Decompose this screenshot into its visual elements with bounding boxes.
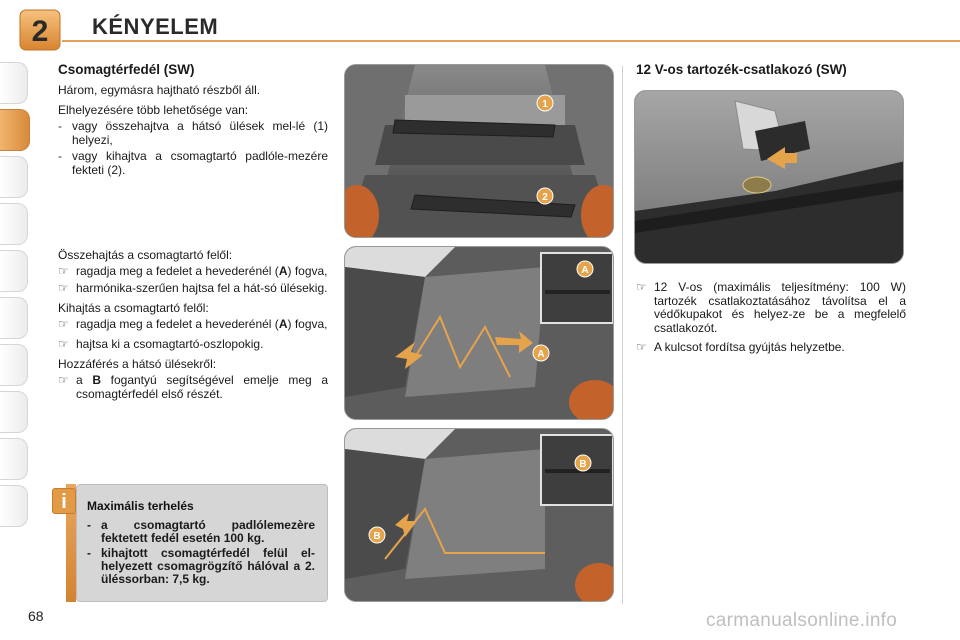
column-divider [622, 66, 623, 604]
hand-pointer-icon: ☞ [58, 373, 69, 387]
list-item: - vagy kihajtva a csomagtartó padlóle-mezére fekteti (2). [58, 149, 328, 177]
list-item: - vagy összehajtva a hátsó ülések mel-lé (1) helyezi, [58, 119, 328, 147]
hand-pointer-icon: ☞ [58, 264, 69, 278]
list-item: ☞ ragadja meg a fedelet a hevederénél (A) fogva, [58, 264, 328, 278]
info-item: - a csomagtartó padlólemezère fektetett fedél esetén 100 kg. [87, 518, 315, 545]
paragraph: Hozzáférés a hátsó ülésekről: [58, 357, 217, 371]
watermark: carmanualsonline.info [706, 610, 898, 631]
list-item: ☞ 12 V-os (maximális teljesítmény: 100 W) tartozék csatlakoztatásához távolítsa el a védőkupakot és helyez-ze be a megfelelő csatlakozót. [636, 280, 906, 335]
chapter-tab[interactable] [0, 438, 28, 480]
chapter-number: 2 [31, 15, 49, 48]
paragraph: Elhelyezésére több lehetősége van: [58, 103, 249, 117]
callout-label: A [581, 265, 589, 276]
info-icon: i [52, 488, 76, 514]
chapter-tabs [0, 62, 32, 532]
list-item: ☞ ragadja meg a fedelet a hevederénél (A) fogva, [58, 317, 328, 331]
info-item: - kihajtott csomagtérfedél felül el-helyezett csomagrögzítő hálóval a 2. üléssorban: 7,5 kg. [87, 546, 315, 586]
callout-label: B [579, 459, 587, 470]
list-item: ☞ harmónika-szerűen hajtsa fel a hát-só ülésekig. [58, 280, 328, 295]
chapter-tab-active[interactable] [0, 109, 30, 151]
hand-pointer-icon: ☞ [636, 280, 647, 294]
list-item: ☞ hajtsa ki a csomagtartó-oszlopokig. [58, 336, 264, 351]
socket-heading-block [636, 62, 906, 77]
page-number: 68 [28, 608, 44, 624]
chapter-badge [18, 8, 62, 52]
cover-access-photo [344, 428, 614, 602]
chapter-tab[interactable] [0, 297, 28, 339]
section-heading: 12 V-os tartozék-csatlakozó (SW) [636, 62, 847, 77]
chapter-tab[interactable] [0, 391, 28, 433]
dash-marker: - [58, 149, 62, 163]
chapter-tab[interactable] [0, 485, 28, 527]
cover-fold-photo [344, 246, 614, 420]
header-rule [62, 40, 960, 42]
section-heading: Csomagtérfedél (SW) [58, 62, 195, 77]
hand-pointer-icon: ☞ [58, 317, 69, 331]
callout-label: 1 [542, 99, 548, 110]
hand-pointer-icon: ☞ [58, 280, 69, 295]
callout-label: B [373, 531, 381, 542]
list-item: ☞ A kulcsot fordítsa gyújtás helyzetbe. [636, 340, 845, 354]
chapter-tab[interactable] [0, 62, 28, 104]
dash-marker: - [58, 119, 62, 133]
hand-pointer-icon: ☞ [58, 336, 69, 351]
socket-photo [634, 90, 904, 264]
paragraph: Három, egymásra hajtható részből áll. [58, 83, 261, 97]
chapter-tab[interactable] [0, 344, 28, 386]
paragraph: Kihajtás a csomagtartó felől: [58, 301, 209, 315]
info-title: Maximális terhelés [87, 499, 194, 513]
fold-instructions [58, 248, 328, 401]
trunk-cover-photo [344, 64, 614, 238]
cover-section [58, 62, 328, 177]
callout-label: 2 [542, 192, 548, 203]
paragraph: Összehajtás a csomagtartó felől: [58, 248, 233, 262]
page-title: KÉNYELEM [92, 14, 219, 39]
chapter-tab[interactable] [0, 156, 28, 198]
info-box [76, 484, 328, 602]
hand-pointer-icon: ☞ [636, 340, 647, 354]
socket-instructions [636, 278, 906, 355]
chapter-tab[interactable] [0, 250, 28, 292]
chapter-tab[interactable] [0, 203, 28, 245]
callout-label: A [537, 349, 545, 360]
list-item: ☞ a B fogantyú segítségével emelje meg a csomagtérfedél első részét. [58, 373, 329, 401]
